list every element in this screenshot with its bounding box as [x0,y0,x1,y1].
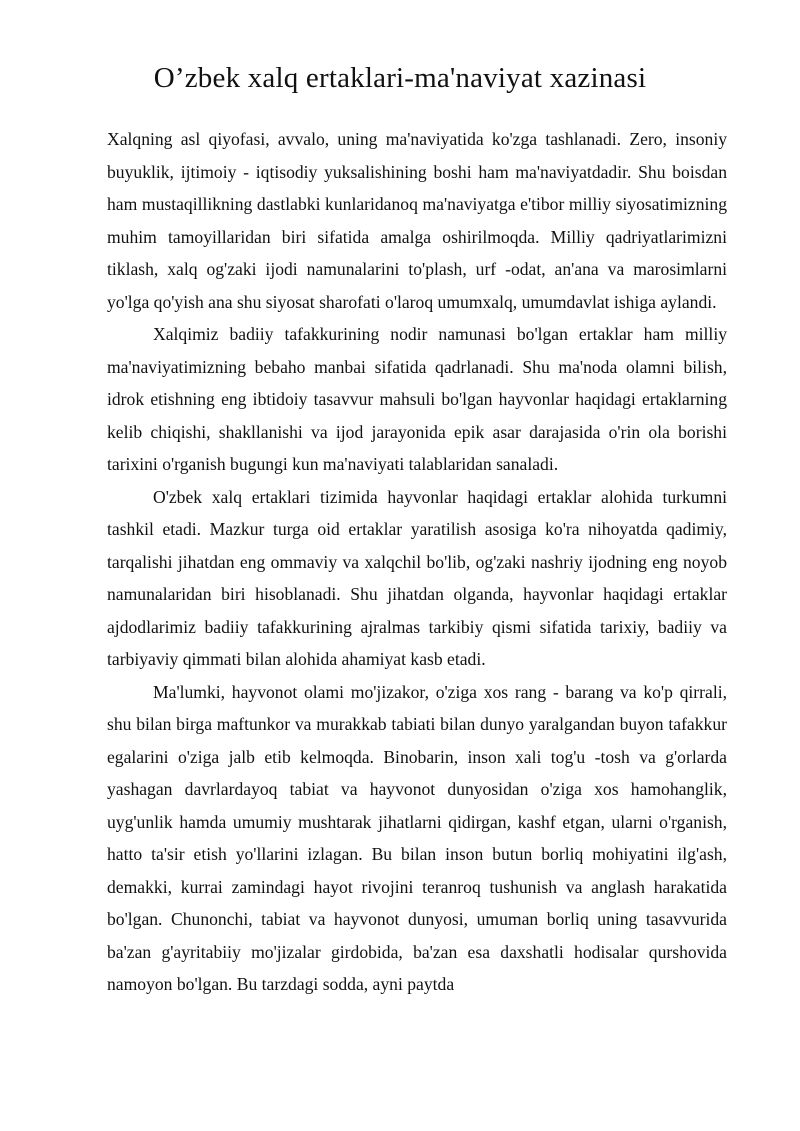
paragraph-4: Ma'lumki, hayvonot olami mo'jizakor, o'ziga xos rang - barang va ko'p qirrali, shu bilan birga maftunkor va murakkab tabiati bilan dunyo yaralgandan buyon tafakkur egalarini o'ziga jalb etib kelmoqda. Binobarin, inson xali tog'u -tosh va g'orlarda yashagan davrlardayoq tabiat va hayvonot dunyosidan o'ziga xos hamohanglik, uyg'unlik hamda umumiy mushtarak jihatlarni qidirgan, kashf etgan, ularni o'rganish, hatto ta'sir etish yo'llarini izlagan. Bu bilan inson butun borliq mohiyatini ilg'ash, demakki, kurrai zamindagi hayot rivojini teranroq tushunish va anglash harakatida bo'lgan. Chunonchi, tabiat va hayvonot dunyosi, umuman borliq uning tasavvurida ba'zan g'ayritabiiy mo'jizalar girdobida, ba'zan esa daxshatli hodisalar qurshovida namoyon bo'lgan. Bu tarzdagi sodda, ayni paytda [107,681,727,994]
page-title: O’zbek xalq ertaklari-ma'naviyat xazinasi [153,62,647,94]
paragraph-2: Xalqimiz badiiy tafakkurining nodir namunasi bo'lgan ertaklar ham milliy ma'naviyatimizning bebaho manbai sifatida qadrlanadi. Shu ma'noda olamni bilish, idrok etishning eng ibtidoiy tasavvur mahsuli bo'lgan hayvonlar haqidagi ertaklarning kelib chiqishi, shakllanishi va ijod jarayonida epik asar darajasida o'rin ola borishi tarixini o'rganish bugungi kun ma'naviyati talablaridan sanaladi. [107,324,727,474]
paragraph-1: Xalqning asl qiyofasi, avvalo, uning ma'naviyatida ko'zga tashlanadi. Zero, insoniy buyuklik, ijtimoiy - iqtisodiy yuksalishining boshi ham ma'naviyatdadir. Shu boisdan ham mustaqillikning dastlabki kunlaridanoq ma'naviyatga e'tibor milliy siyosatimizning muhim tamoyillaridan biri sifatida amalga oshirilmoqda. Milliy qadriyatlarimizni tiklash, xalq og'zaki ijodi namunalarini to'plash, urf -odat, an'ana va marosimlarni yo'lga qo'yish ana shu siyosat sharofati o'laroq umumxalq, umumdavlat ishiga aylandi. [107,129,727,312]
document-body [107,123,727,1001]
paragraph-3: O'zbek xalq ertaklari tizimida hayvonlar haqidagi ertaklar alohida turkumni tashkil etadi. Mazkur turga oid ertaklar yaratilish asosiga ko'ra nihoyatda qadimiy, tarqalishi jihatdan eng ommaviy va xalqchil bo'lib, og'zaki nashriy ijodning eng noyob namunalaridan biri hisoblanadi. Shu jihatdan olganda, hayvonlar haqidagi ertaklar ajdodlarimiz badiiy tafakkurining ajralmas tarkibiy qismi sifatida tarixiy, badiiy va tarbiyaviy qimmati bilan alohida ahamiyat kasb etadi. [107,486,727,669]
